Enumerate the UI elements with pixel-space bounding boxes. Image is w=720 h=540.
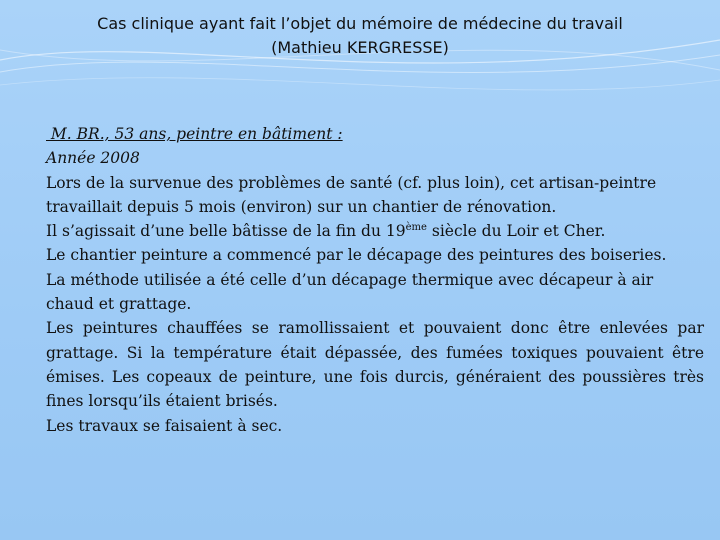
paragraph-1: Lors de la survenue des problèmes de santé (cf. plus loin), cet artisan-peintre travaillait depuis 5 mois (environ) sur un chantier de rénovation.	[46, 173, 657, 216]
paragraph-2	[46, 219, 704, 243]
paragraph-3: Le chantier peinture a commencé par le décapage des peintures des boiseries.	[46, 246, 667, 265]
paragraph-2-superscript: ème	[405, 222, 427, 234]
paragraph-2-end: siècle du Loir et Cher.	[426, 222, 606, 241]
case-year: Année 2008	[46, 149, 140, 168]
paragraph-6: Les travaux se faisaient à sec.	[46, 416, 283, 435]
title-line-1: Cas clinique ayant fait l’objet du mémoire de médecine du travail	[97, 14, 623, 33]
case-heading: M. BR., 53 ans, peintre en bâtiment :	[46, 125, 343, 143]
slide-body	[46, 122, 704, 438]
paragraph-4: La méthode utilisée a été celle d’un décapage thermique avec décapeur à air chaud et grattage.	[46, 270, 654, 314]
paragraph-2-start: Il s’agissait d’une belle bâtisse de la fin du 19	[46, 222, 406, 241]
title-line-2: (Mathieu KERGRESSE)	[271, 38, 449, 57]
paragraph-5: Les peintures chauffées se ramollissaient et pouvaient donc être enlevées par grattage. Si la température était dépassée, des fumées toxiques pouvaient être émises. Les copeaux de peinture, une fois durcis, généraient des poussières très fines lorsqu’ils étaient brisés.	[46, 319, 704, 411]
slide-title	[0, 12, 720, 60]
